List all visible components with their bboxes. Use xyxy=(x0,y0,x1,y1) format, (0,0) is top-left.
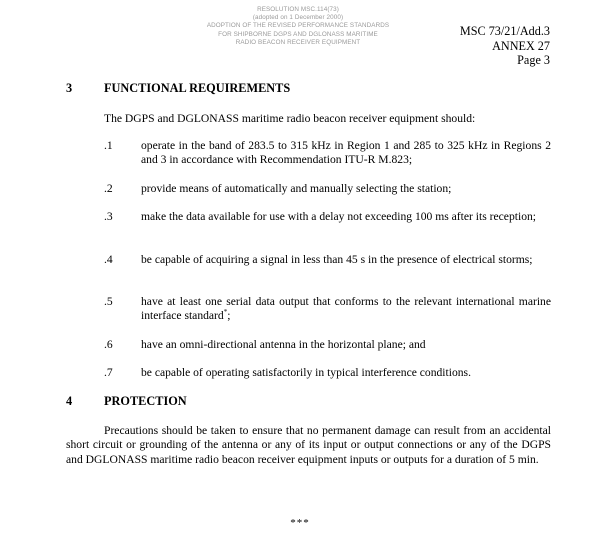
list-item xyxy=(104,182,551,196)
list-item xyxy=(104,139,551,167)
item-text: make the data available for use with a delay not exceeding 100 ms after its reception; xyxy=(141,210,537,223)
footnote-marker: * xyxy=(223,308,228,317)
watermark-line: (adopted on 1 December 2000) xyxy=(252,14,344,22)
section-3-intro: The DGPS and DGLONASS maritime radio beacon receiver equipment should: xyxy=(104,112,476,125)
document-reference: MSC 73/21/Add.3 xyxy=(459,24,550,38)
item-text: be capable of operating satisfactorily in typical interference conditions. xyxy=(141,366,471,379)
section-number: 4 xyxy=(66,394,73,408)
item-text: be capable of acquiring a signal in less than 45 s in the presence of electrical storms; xyxy=(141,253,533,266)
end-of-document-mark: *** xyxy=(290,517,310,529)
list-item xyxy=(104,210,551,224)
item-text: operate in the band of 283.5 to 315 kHz in Region 1 and 285 to 325 kHz in Regions 2 and 3 in accordance with Recommendation ITU-R M.823; xyxy=(141,139,551,167)
item-text: provide means of automatically and manually selecting the station; xyxy=(141,182,452,195)
document-header xyxy=(460,24,550,68)
item-number: .7 xyxy=(104,366,113,379)
list-item xyxy=(104,338,551,352)
item-number: .1 xyxy=(104,139,113,152)
annex-label: ANNEX 27 xyxy=(492,38,550,53)
item-text xyxy=(141,295,551,323)
item-text-suffix: ; xyxy=(227,309,231,323)
list-item xyxy=(104,253,551,267)
item-text-body: have at least one serial data output that conforms to the relevant international marine interface standard xyxy=(141,295,551,323)
item-text: have an omni-directional antenna in the horizontal plane; and xyxy=(141,338,426,351)
section-title: FUNCTIONAL REQUIREMENTS xyxy=(104,81,291,95)
item-number: .2 xyxy=(104,182,113,195)
item-number: .6 xyxy=(104,338,113,351)
section-number: 3 xyxy=(66,81,73,95)
section-4-paragraph: Precautions should be taken to ensure that no permanent damage can result from an accidental short circuit or grounding of the antenna or any of its input or output connections or any of the DGPS and DGLONASS maritime radio beacon receiver equipment inputs or outputs for a duration of 5 min. xyxy=(66,424,551,466)
list-item xyxy=(104,366,551,380)
item-number: .5 xyxy=(104,295,113,308)
item-number: .3 xyxy=(104,210,113,223)
watermark-line: RADIO BEACON RECEIVER EQUIPMENT xyxy=(235,38,361,46)
watermark-line: ADOPTION OF THE REVISED PERFORMANCE STANDARDS xyxy=(206,22,390,30)
item-number: .4 xyxy=(104,253,113,266)
section-4-heading xyxy=(66,394,187,409)
watermark-line: FOR SHIPBORNE DGPS AND DGLONASS MARITIME xyxy=(218,30,378,38)
list-item xyxy=(104,295,551,323)
section-title: PROTECTION xyxy=(104,394,187,408)
resolution-watermark xyxy=(200,6,396,47)
section-3-heading xyxy=(66,81,290,96)
watermark-line: RESOLUTION MSC.114(73) xyxy=(257,6,339,13)
page-number: Page 3 xyxy=(517,53,550,67)
